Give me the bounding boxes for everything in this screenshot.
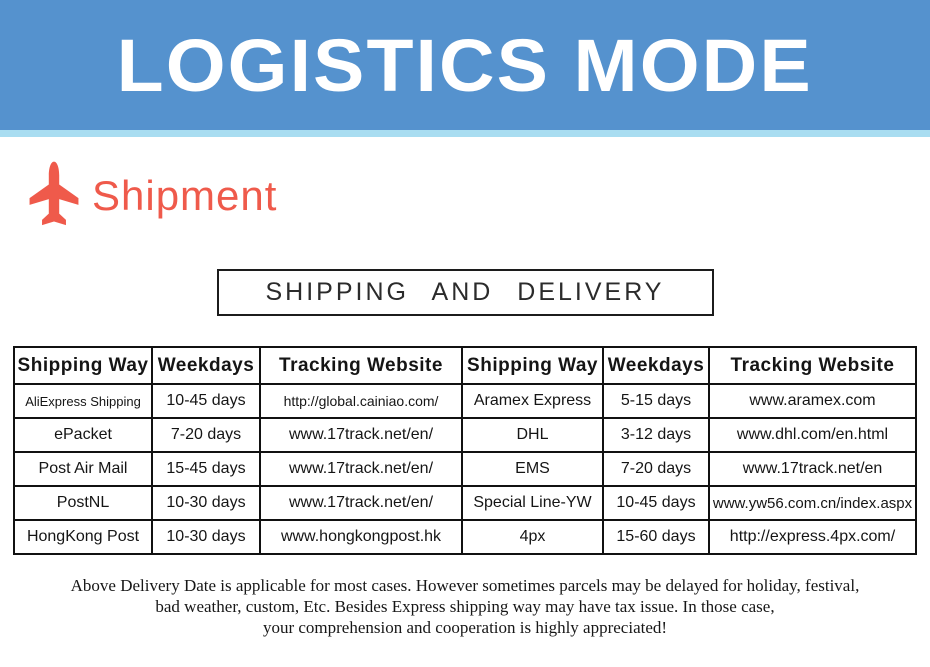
table-cell: 7-20 days xyxy=(603,452,709,486)
banner-title: LOGISTICS MODE xyxy=(116,23,814,107)
table-cell: PostNL xyxy=(14,486,152,520)
table-cell: Special Line-YW xyxy=(462,486,603,520)
shipment-label: Shipment xyxy=(92,172,278,219)
column-header: Tracking Website xyxy=(709,347,916,384)
table-cell: www.17track.net/en/ xyxy=(260,418,462,452)
table-cell: www.aramex.com xyxy=(709,384,916,418)
table-cell: http://global.cainiao.com/ xyxy=(260,384,462,418)
table-cell: 10-45 days xyxy=(603,486,709,520)
table-cell: EMS xyxy=(462,452,603,486)
table-cell: 4px xyxy=(462,520,603,554)
table-cell: www.17track.net/en/ xyxy=(260,452,462,486)
banner-strip xyxy=(0,130,930,137)
column-header: Weekdays xyxy=(603,347,709,384)
column-header: Shipping Way xyxy=(14,347,152,384)
table-cell: 10-30 days xyxy=(152,486,260,520)
table-cell: DHL xyxy=(462,418,603,452)
airplane-icon xyxy=(28,159,80,233)
table-cell: 15-45 days xyxy=(152,452,260,486)
table-cell: AliExpress Shipping xyxy=(14,384,152,418)
table-cell: 10-30 days xyxy=(152,520,260,554)
section-title: SHIPPING AND DELIVERY xyxy=(265,278,665,306)
table-cell: 15-60 days xyxy=(603,520,709,554)
table-row xyxy=(14,520,916,554)
footer-line: your comprehension and cooperation is highly appreciated! xyxy=(262,618,668,637)
table-body xyxy=(14,384,916,554)
shipping-table xyxy=(13,346,917,555)
column-header: Tracking Website xyxy=(260,347,462,384)
table-cell: www.17track.net/en/ xyxy=(260,486,462,520)
footer-disclaimer xyxy=(0,575,930,638)
table-cell: http://express.4px.com/ xyxy=(709,520,916,554)
table-cell: HongKong Post xyxy=(14,520,152,554)
shipment-header xyxy=(28,159,930,233)
table-row xyxy=(14,384,916,418)
table-row xyxy=(14,418,916,452)
table-cell: www.yw56.com.cn/index.aspx xyxy=(709,486,916,520)
column-header: Shipping Way xyxy=(462,347,603,384)
table-cell: Post Air Mail xyxy=(14,452,152,486)
table-cell: 5-15 days xyxy=(603,384,709,418)
table-cell: 3-12 days xyxy=(603,418,709,452)
table-row xyxy=(14,452,916,486)
footer-line: bad weather, custom, Etc. Besides Express shipping way may have tax issue. In those case, xyxy=(155,597,775,616)
table-header-row xyxy=(14,347,916,384)
footer-line: Above Delivery Date is applicable for most cases. However sometimes parcels may be delayed for holiday, festival, xyxy=(70,576,860,595)
table-cell: ePacket xyxy=(14,418,152,452)
table-head xyxy=(14,347,916,384)
table-cell: 10-45 days xyxy=(152,384,260,418)
table-cell: www.17track.net/en xyxy=(709,452,916,486)
table-cell: Aramex Express xyxy=(462,384,603,418)
section-title-box xyxy=(217,269,714,316)
table-cell: www.hongkongpost.hk xyxy=(260,520,462,554)
table-cell: www.dhl.com/en.html xyxy=(709,418,916,452)
column-header: Weekdays xyxy=(152,347,260,384)
table-row xyxy=(14,486,916,520)
table-cell: 7-20 days xyxy=(152,418,260,452)
logistics-banner xyxy=(0,0,930,130)
